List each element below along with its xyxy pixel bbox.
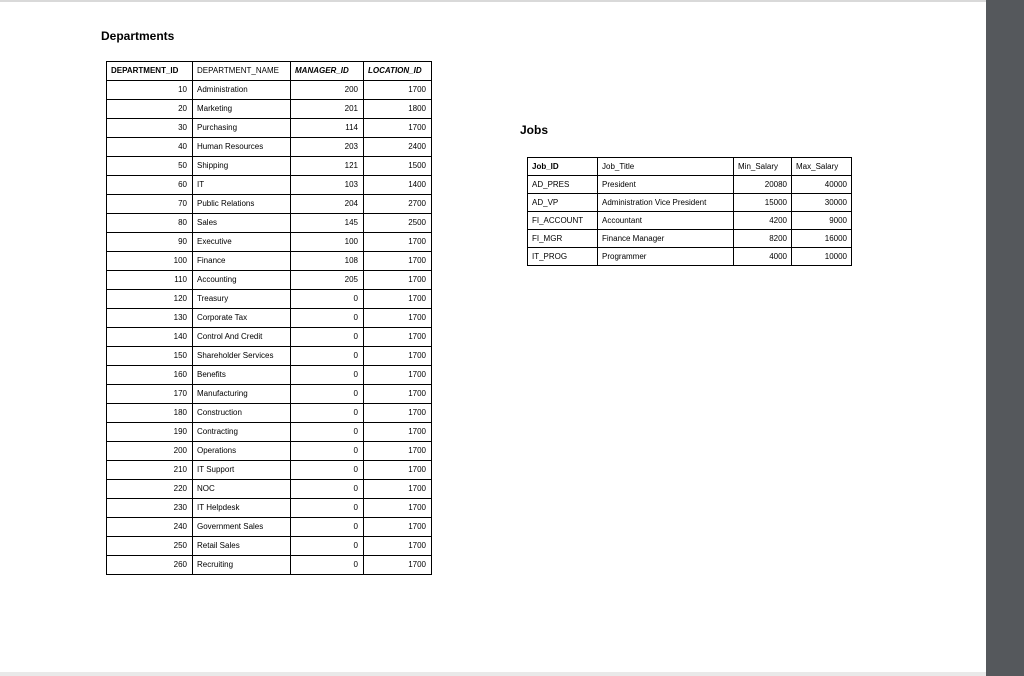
table-cell: 200 bbox=[291, 81, 364, 100]
table-cell: 210 bbox=[107, 461, 193, 480]
table-cell: 100 bbox=[291, 233, 364, 252]
column-header-max-salary: Max_Salary bbox=[792, 158, 852, 176]
table-cell: 1700 bbox=[364, 518, 432, 537]
table-cell: Sales bbox=[193, 214, 291, 233]
table-cell: Finance bbox=[193, 252, 291, 271]
table-cell: 1700 bbox=[364, 499, 432, 518]
table-row bbox=[528, 212, 852, 230]
table-row bbox=[107, 252, 432, 271]
table-row bbox=[107, 385, 432, 404]
table-cell: 1700 bbox=[364, 347, 432, 366]
table-cell: 0 bbox=[291, 442, 364, 461]
table-cell: 0 bbox=[291, 537, 364, 556]
table-cell: 1700 bbox=[364, 328, 432, 347]
table-cell: Corporate Tax bbox=[193, 309, 291, 328]
table-row bbox=[107, 176, 432, 195]
table-row bbox=[107, 423, 432, 442]
table-row bbox=[528, 230, 852, 248]
table-cell: Public Relations bbox=[193, 195, 291, 214]
table-cell: 0 bbox=[291, 366, 364, 385]
table-cell: 108 bbox=[291, 252, 364, 271]
table-cell: 0 bbox=[291, 347, 364, 366]
table-cell: 203 bbox=[291, 138, 364, 157]
table-cell: 1700 bbox=[364, 233, 432, 252]
table-cell: 10 bbox=[107, 81, 193, 100]
table-cell: 110 bbox=[107, 271, 193, 290]
table-cell: 1700 bbox=[364, 442, 432, 461]
table-cell: 0 bbox=[291, 480, 364, 499]
table-row bbox=[107, 556, 432, 575]
table-cell: AD_VP bbox=[528, 194, 598, 212]
table-cell: 0 bbox=[291, 309, 364, 328]
table-cell: 140 bbox=[107, 328, 193, 347]
table-cell: NOC bbox=[193, 480, 291, 499]
table-cell: Contracting bbox=[193, 423, 291, 442]
table-cell: 200 bbox=[107, 442, 193, 461]
table-cell: 201 bbox=[291, 100, 364, 119]
table-row bbox=[107, 233, 432, 252]
table-cell: AD_PRES bbox=[528, 176, 598, 194]
table-row bbox=[107, 518, 432, 537]
table-row bbox=[107, 214, 432, 233]
table-cell: 121 bbox=[291, 157, 364, 176]
table-row bbox=[107, 404, 432, 423]
table-cell: 1700 bbox=[364, 81, 432, 100]
table-cell: Construction bbox=[193, 404, 291, 423]
table-cell: 30 bbox=[107, 119, 193, 138]
table-cell: 1700 bbox=[364, 309, 432, 328]
table-cell: 9000 bbox=[792, 212, 852, 230]
page-top-edge bbox=[0, 0, 986, 2]
column-header-department-id: DEPARTMENT_ID bbox=[107, 62, 193, 81]
table-row bbox=[107, 81, 432, 100]
table-cell: 15000 bbox=[734, 194, 792, 212]
column-header-min-salary: Min_Salary bbox=[734, 158, 792, 176]
page-bottom-edge bbox=[0, 672, 986, 676]
table-cell: 60 bbox=[107, 176, 193, 195]
table-cell: 40 bbox=[107, 138, 193, 157]
table-cell: 2400 bbox=[364, 138, 432, 157]
table-cell: 0 bbox=[291, 404, 364, 423]
table-cell: 1700 bbox=[364, 556, 432, 575]
table-row bbox=[107, 119, 432, 138]
table-cell: 114 bbox=[291, 119, 364, 138]
jobs-heading: Jobs bbox=[520, 123, 549, 137]
table-cell: 20 bbox=[107, 100, 193, 119]
table-cell: 1700 bbox=[364, 290, 432, 309]
table-cell: 90 bbox=[107, 233, 193, 252]
table-header-row bbox=[528, 158, 852, 176]
table-row bbox=[528, 176, 852, 194]
table-cell: 1700 bbox=[364, 404, 432, 423]
table-cell: 180 bbox=[107, 404, 193, 423]
table-cell: 190 bbox=[107, 423, 193, 442]
table-cell: 1400 bbox=[364, 176, 432, 195]
table-cell: FI_ACCOUNT bbox=[528, 212, 598, 230]
table-cell: 204 bbox=[291, 195, 364, 214]
table-cell: 1700 bbox=[364, 423, 432, 442]
table-row bbox=[107, 499, 432, 518]
table-row bbox=[107, 271, 432, 290]
table-cell: IT Support bbox=[193, 461, 291, 480]
table-cell: 4200 bbox=[734, 212, 792, 230]
table-cell: 250 bbox=[107, 537, 193, 556]
column-header-manager-id: MANAGER_ID bbox=[291, 62, 364, 81]
table-cell: 1700 bbox=[364, 271, 432, 290]
table-cell: 260 bbox=[107, 556, 193, 575]
table-row bbox=[107, 461, 432, 480]
table-cell: 4000 bbox=[734, 248, 792, 266]
table-cell: 30000 bbox=[792, 194, 852, 212]
table-cell: 230 bbox=[107, 499, 193, 518]
table-cell: 80 bbox=[107, 214, 193, 233]
table-cell: 1700 bbox=[364, 385, 432, 404]
column-header-job-id: Job_ID bbox=[528, 158, 598, 176]
table-cell: 240 bbox=[107, 518, 193, 537]
table-cell: President bbox=[598, 176, 734, 194]
table-cell: Retail Sales bbox=[193, 537, 291, 556]
table-cell: 16000 bbox=[792, 230, 852, 248]
table-cell: IT Helpdesk bbox=[193, 499, 291, 518]
table-cell: Administration Vice President bbox=[598, 194, 734, 212]
table-cell: Marketing bbox=[193, 100, 291, 119]
table-row bbox=[107, 480, 432, 499]
departments-table bbox=[106, 61, 432, 575]
table-cell: 1700 bbox=[364, 119, 432, 138]
table-row bbox=[528, 248, 852, 266]
table-cell: IT bbox=[193, 176, 291, 195]
table-cell: 103 bbox=[291, 176, 364, 195]
table-cell: 8200 bbox=[734, 230, 792, 248]
table-row bbox=[107, 100, 432, 119]
viewer-side-panel bbox=[986, 0, 1024, 676]
table-cell: Programmer bbox=[598, 248, 734, 266]
table-cell: 2700 bbox=[364, 195, 432, 214]
table-cell: Shipping bbox=[193, 157, 291, 176]
table-cell: Administration bbox=[193, 81, 291, 100]
table-cell: 205 bbox=[291, 271, 364, 290]
jobs-table bbox=[527, 157, 852, 266]
table-cell: 1700 bbox=[364, 461, 432, 480]
table-cell: 70 bbox=[107, 195, 193, 214]
table-cell: 120 bbox=[107, 290, 193, 309]
table-row bbox=[528, 194, 852, 212]
table-cell: 0 bbox=[291, 423, 364, 442]
table-row bbox=[107, 157, 432, 176]
table-cell: Manufacturing bbox=[193, 385, 291, 404]
table-cell: 1700 bbox=[364, 537, 432, 556]
table-cell: Purchasing bbox=[193, 119, 291, 138]
table-cell: Finance Manager bbox=[598, 230, 734, 248]
table-cell: IT_PROG bbox=[528, 248, 598, 266]
table-cell: 0 bbox=[291, 385, 364, 404]
table-cell: 40000 bbox=[792, 176, 852, 194]
table-cell: 50 bbox=[107, 157, 193, 176]
table-cell: 10000 bbox=[792, 248, 852, 266]
table-cell: Benefits bbox=[193, 366, 291, 385]
table-row bbox=[107, 195, 432, 214]
table-cell: Executive bbox=[193, 233, 291, 252]
column-header-job-title: Job_Title bbox=[598, 158, 734, 176]
table-cell: Treasury bbox=[193, 290, 291, 309]
table-cell: Control And Credit bbox=[193, 328, 291, 347]
departments-heading: Departments bbox=[101, 29, 175, 43]
table-cell: Human Resources bbox=[193, 138, 291, 157]
table-row bbox=[107, 347, 432, 366]
table-cell: Accounting bbox=[193, 271, 291, 290]
table-cell: Government Sales bbox=[193, 518, 291, 537]
table-cell: FI_MGR bbox=[528, 230, 598, 248]
table-cell: 0 bbox=[291, 461, 364, 480]
table-cell: 0 bbox=[291, 290, 364, 309]
table-cell: 2500 bbox=[364, 214, 432, 233]
table-cell: 0 bbox=[291, 518, 364, 537]
table-cell: 0 bbox=[291, 328, 364, 347]
table-header-row bbox=[107, 62, 432, 81]
table-cell: 100 bbox=[107, 252, 193, 271]
table-cell: 0 bbox=[291, 499, 364, 518]
table-cell: Shareholder Services bbox=[193, 347, 291, 366]
table-row bbox=[107, 290, 432, 309]
table-row bbox=[107, 309, 432, 328]
table-cell: 0 bbox=[291, 556, 364, 575]
table-cell: 160 bbox=[107, 366, 193, 385]
table-cell: 1700 bbox=[364, 252, 432, 271]
table-cell: 1700 bbox=[364, 480, 432, 499]
column-header-location-id: LOCATION_ID bbox=[364, 62, 432, 81]
table-row bbox=[107, 366, 432, 385]
table-cell: Accountant bbox=[598, 212, 734, 230]
table-cell: 20080 bbox=[734, 176, 792, 194]
column-header-department-name: DEPARTMENT_NAME bbox=[193, 62, 291, 81]
table-cell: 1700 bbox=[364, 366, 432, 385]
table-cell: Recruiting bbox=[193, 556, 291, 575]
table-row bbox=[107, 138, 432, 157]
table-cell: 130 bbox=[107, 309, 193, 328]
table-row bbox=[107, 537, 432, 556]
table-cell: 1800 bbox=[364, 100, 432, 119]
table-cell: 220 bbox=[107, 480, 193, 499]
table-cell: 170 bbox=[107, 385, 193, 404]
table-row bbox=[107, 328, 432, 347]
table-cell: 150 bbox=[107, 347, 193, 366]
table-cell: 145 bbox=[291, 214, 364, 233]
table-cell: Operations bbox=[193, 442, 291, 461]
table-row bbox=[107, 442, 432, 461]
table-cell: 1500 bbox=[364, 157, 432, 176]
